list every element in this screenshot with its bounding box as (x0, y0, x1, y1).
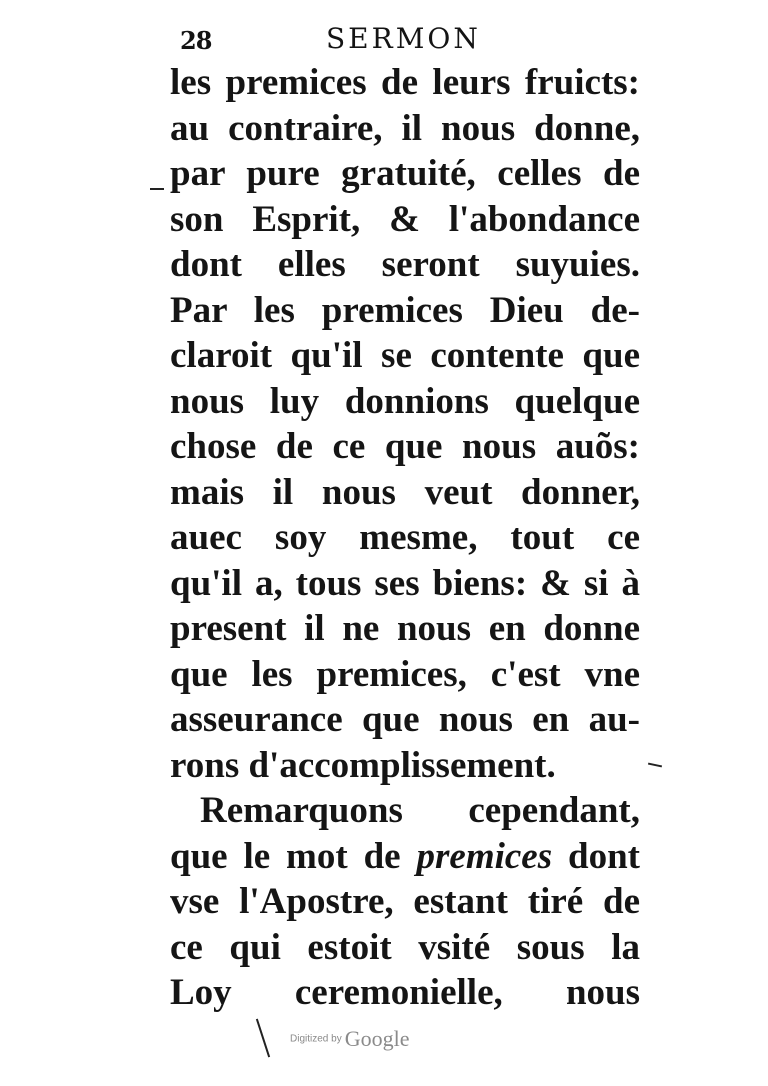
text-line: que le mot de premices dont (170, 835, 640, 877)
page-header (176, 22, 516, 58)
text-line: dont elles seront suyuies. (170, 244, 640, 285)
body-text (170, 60, 640, 1016)
page-number: 28 (180, 26, 212, 55)
text-line: present il ne nous en donne (170, 608, 640, 649)
stray-mark (150, 188, 164, 190)
stray-mark (256, 1019, 270, 1058)
google-logo-text: Google (344, 1026, 410, 1051)
text-line: son Esprit, & l'abondance (170, 198, 640, 240)
text-line: auec soy mesme, tout ce (170, 517, 640, 558)
text-line: les premices de leurs fruicts: (170, 62, 640, 103)
text-line: Par les premices Dieu de- (170, 289, 640, 331)
text-line: vse l'Apostre, estant tiré de (170, 881, 640, 922)
text-line: qu'il a, tous ses biens: & si à (170, 562, 640, 604)
text-line: nous luy donnions quelque (170, 380, 640, 422)
text-line: que les premices, c'est vne (170, 653, 640, 695)
digitized-watermark (290, 1026, 409, 1052)
text-line: chose de ce que nous auõs: (170, 426, 640, 467)
text-line: Loy ceremonielle, nous (170, 972, 640, 1013)
running-title: SERMON (326, 22, 481, 55)
text-line: Remarquons cependant, (200, 790, 640, 831)
italic-word: premices (416, 835, 553, 877)
stray-mark (648, 763, 662, 768)
text-line: rons d'accomplissement. (170, 744, 556, 786)
text-line: mais il nous veut donner, (170, 471, 640, 513)
text-line: ce qui estoit vsité sous la (170, 926, 640, 968)
text-line: asseurance que nous en au- (170, 699, 640, 740)
digitized-label: Digitized by (290, 1033, 342, 1045)
text-line: claroit qu'il se contente que (170, 335, 640, 376)
text-line: par pure gratuité, celles de (170, 153, 640, 194)
text-line: au contraire, il nous donne, (170, 107, 640, 149)
